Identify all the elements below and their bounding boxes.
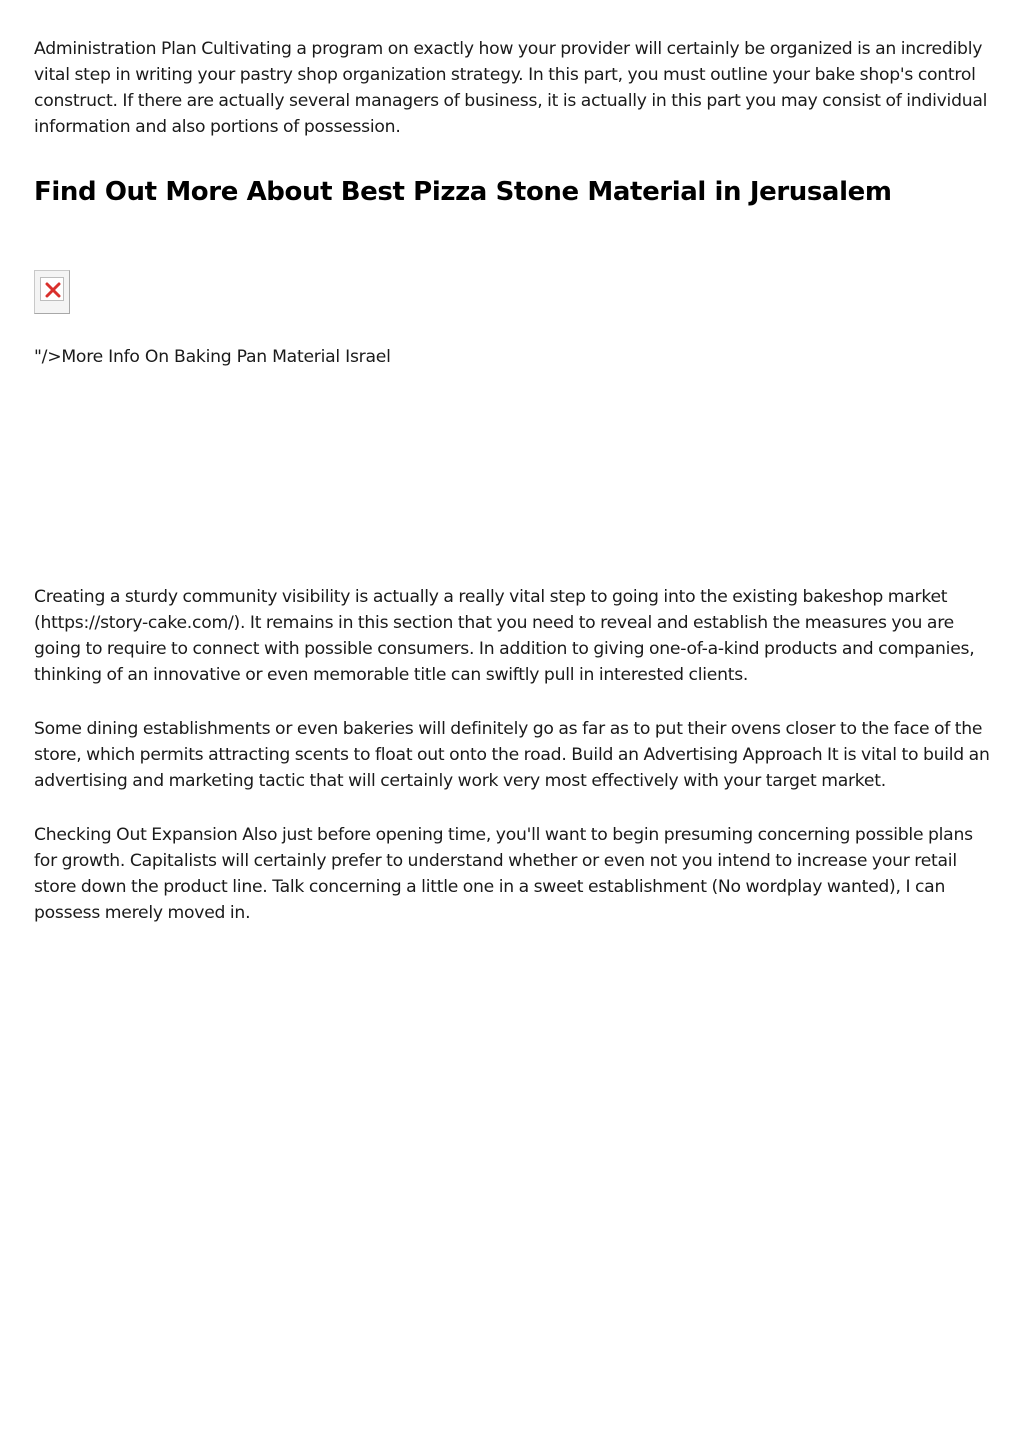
document-body (34, 36, 994, 926)
broken-image-placeholder (34, 270, 70, 314)
broken-image-icon (45, 282, 61, 298)
broken-image-frame (40, 277, 64, 301)
paragraph-expansion: Checking Out Expansion Also just before opening time, you'll want to begin presuming concerning possible plans for growth. Capitalists will certainly prefer to understand whether or even not you intend to increase your retail store down the product line. Talk concerning a little one in a sweet establishment (No wordplay wanted), I can possess merely moved in. (34, 825, 973, 923)
paragraph-management-plan: Administration Plan Cultivating a program on exactly how your provider will certainly be organized is an incredibly vital step in writing your pastry shop organization strategy. In this part, you must outline your bake shop's control construct. If there are actually several managers of business, it is actually in this part you may consist of individual information and also portions of possession. (34, 39, 988, 137)
section-heading: Find Out More About Best Pizza Stone Material in Jerusalem (34, 177, 892, 207)
paragraph-community-visibility: Creating a sturdy community visibility is actually a really vital step to going into the existing bakeshop market (https://story-cake.com/). It remains in this section that you need to reveal and establish the measures you are going to require to connect with possible consumers. In addition to giving one-of-a-kind products and companies, thinking of an innovative or even memorable title can swiftly pull in interested clients. (34, 587, 975, 685)
stray-link-text: "/>More Info On Baking Pan Material Israel (34, 347, 391, 367)
paragraph-advertising: Some dining establishments or even bakeries will definitely go as far as to put their ovens closer to the face of the store, which permits attracting scents to float out onto the road. Build an Advertising Approach It is vital to build an advertising and marketing tactic that will certainly work very most effectively with your target market. (34, 719, 990, 791)
blank-space (34, 370, 994, 584)
